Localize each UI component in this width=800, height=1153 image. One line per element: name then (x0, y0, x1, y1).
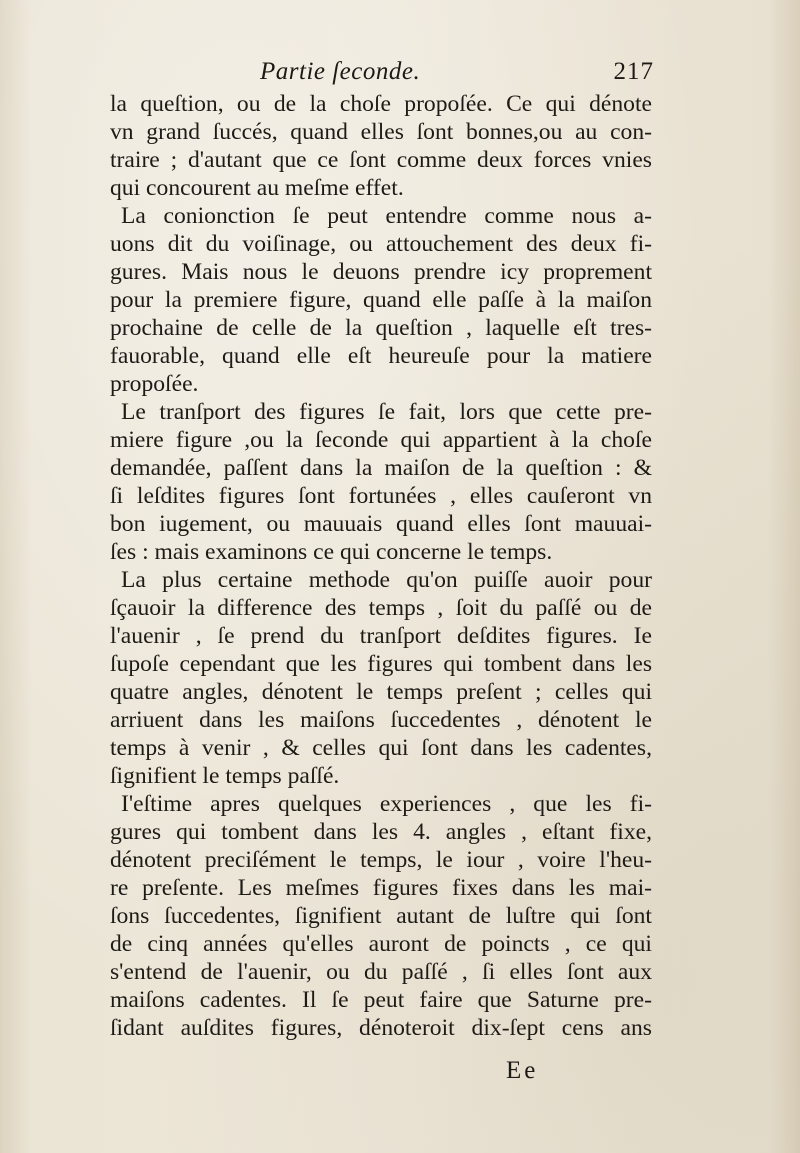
text-line: fauorable, quand elle eſt heureuſe pour la matiere (110, 343, 652, 369)
text-line: uons dit du voiſinage, ou attouchement des deux fi- (110, 231, 652, 257)
body-text (110, 90, 652, 1042)
text-line: bon iugement, ou mauuais quand elles ſont mauuai- (110, 511, 652, 537)
text-line: Le tranſport des figures ſe fait, lors que cette pre- (121, 399, 652, 425)
text-line: ſidant auſdites figures, dénoteroit dix-ſept cens ans (110, 1015, 652, 1041)
text-line: ſçauoir la difference des temps , ſoit du paſſé ou de (110, 595, 652, 621)
text-line: La conionction ſe peut entendre comme nous a- (121, 203, 652, 229)
text-line: ſi leſdites figures ſont fortunées , elles cauſeront vn (110, 483, 652, 509)
text-line: s'entend de l'auenir, ou du paſſé , ſi elles ſont aux (110, 959, 652, 985)
text-line: quatre angles, dénotent le temps preſent ; celles qui (110, 679, 652, 705)
text-line: temps à venir , & celles qui ſont dans les cadentes, (110, 735, 652, 761)
text-line: pour la premiere figure, quand elle paſſe à la maiſon (110, 287, 652, 313)
text-line: vn grand ſuccés, quand elles ſont bonnes,ou au con- (110, 119, 652, 145)
text-line: maiſons cadentes. Il ſe peut faire que Saturne pre- (110, 987, 652, 1013)
text-line: re preſente. Les meſmes figures fixes dans les mai- (110, 875, 652, 901)
text-line: ſons ſuccedentes, ſignifient autant de luſtre qui ſont (110, 903, 652, 929)
text-line: I'eſtime apres quelques experiences , que les fi- (121, 791, 652, 817)
text-line: propoſée. (110, 371, 199, 397)
text-line: dénotent preciſément le temps, le iour , voire l'heu- (110, 847, 652, 873)
text-line: la queſtion, ou de la choſe propoſée. Ce qui dénote (110, 91, 652, 117)
text-line: miere figure ,ou la ſeconde qui appartient à la choſe (110, 427, 652, 453)
text-line: La plus certaine methode qu'on puiſſe auoir pour (121, 567, 652, 593)
text-line: ſignifient le temps paſſé. (110, 763, 340, 789)
text-line: qui concourent au meſme effet. (110, 175, 404, 201)
signature-mark: Ee (506, 1057, 539, 1084)
text-line: de cinq années qu'elles auront de poincts , ce qui (110, 931, 652, 957)
text-line: arriuent dans les maiſons ſuccedentes , dénotent le (110, 707, 652, 733)
text-line: prochaine de celle de la queſtion , laquelle eſt tres- (110, 315, 652, 341)
text-line: ſupoſe cependant que les figures qui tombent dans les (110, 651, 652, 677)
text-line: demandée, paſſent dans la maiſon de la queſtion : & (110, 455, 652, 481)
page-number: 217 (613, 58, 654, 85)
text-line: gures qui tombent dans les 4. angles , eſtant fixe, (110, 819, 652, 845)
running-head: Partie ſeconde. (260, 58, 421, 85)
text-line: gures. Mais nous le deuons prendre icy proprement (110, 259, 652, 285)
text-line: ſes : mais examinons ce qui concerne le temps. (110, 539, 553, 565)
text-line: traire ; d'autant que ce ſont comme deux forces vnies (110, 147, 652, 173)
page-header (110, 58, 658, 90)
text-line: l'auenir , ſe prend du tranſport deſdites figures. Ie (110, 623, 652, 649)
